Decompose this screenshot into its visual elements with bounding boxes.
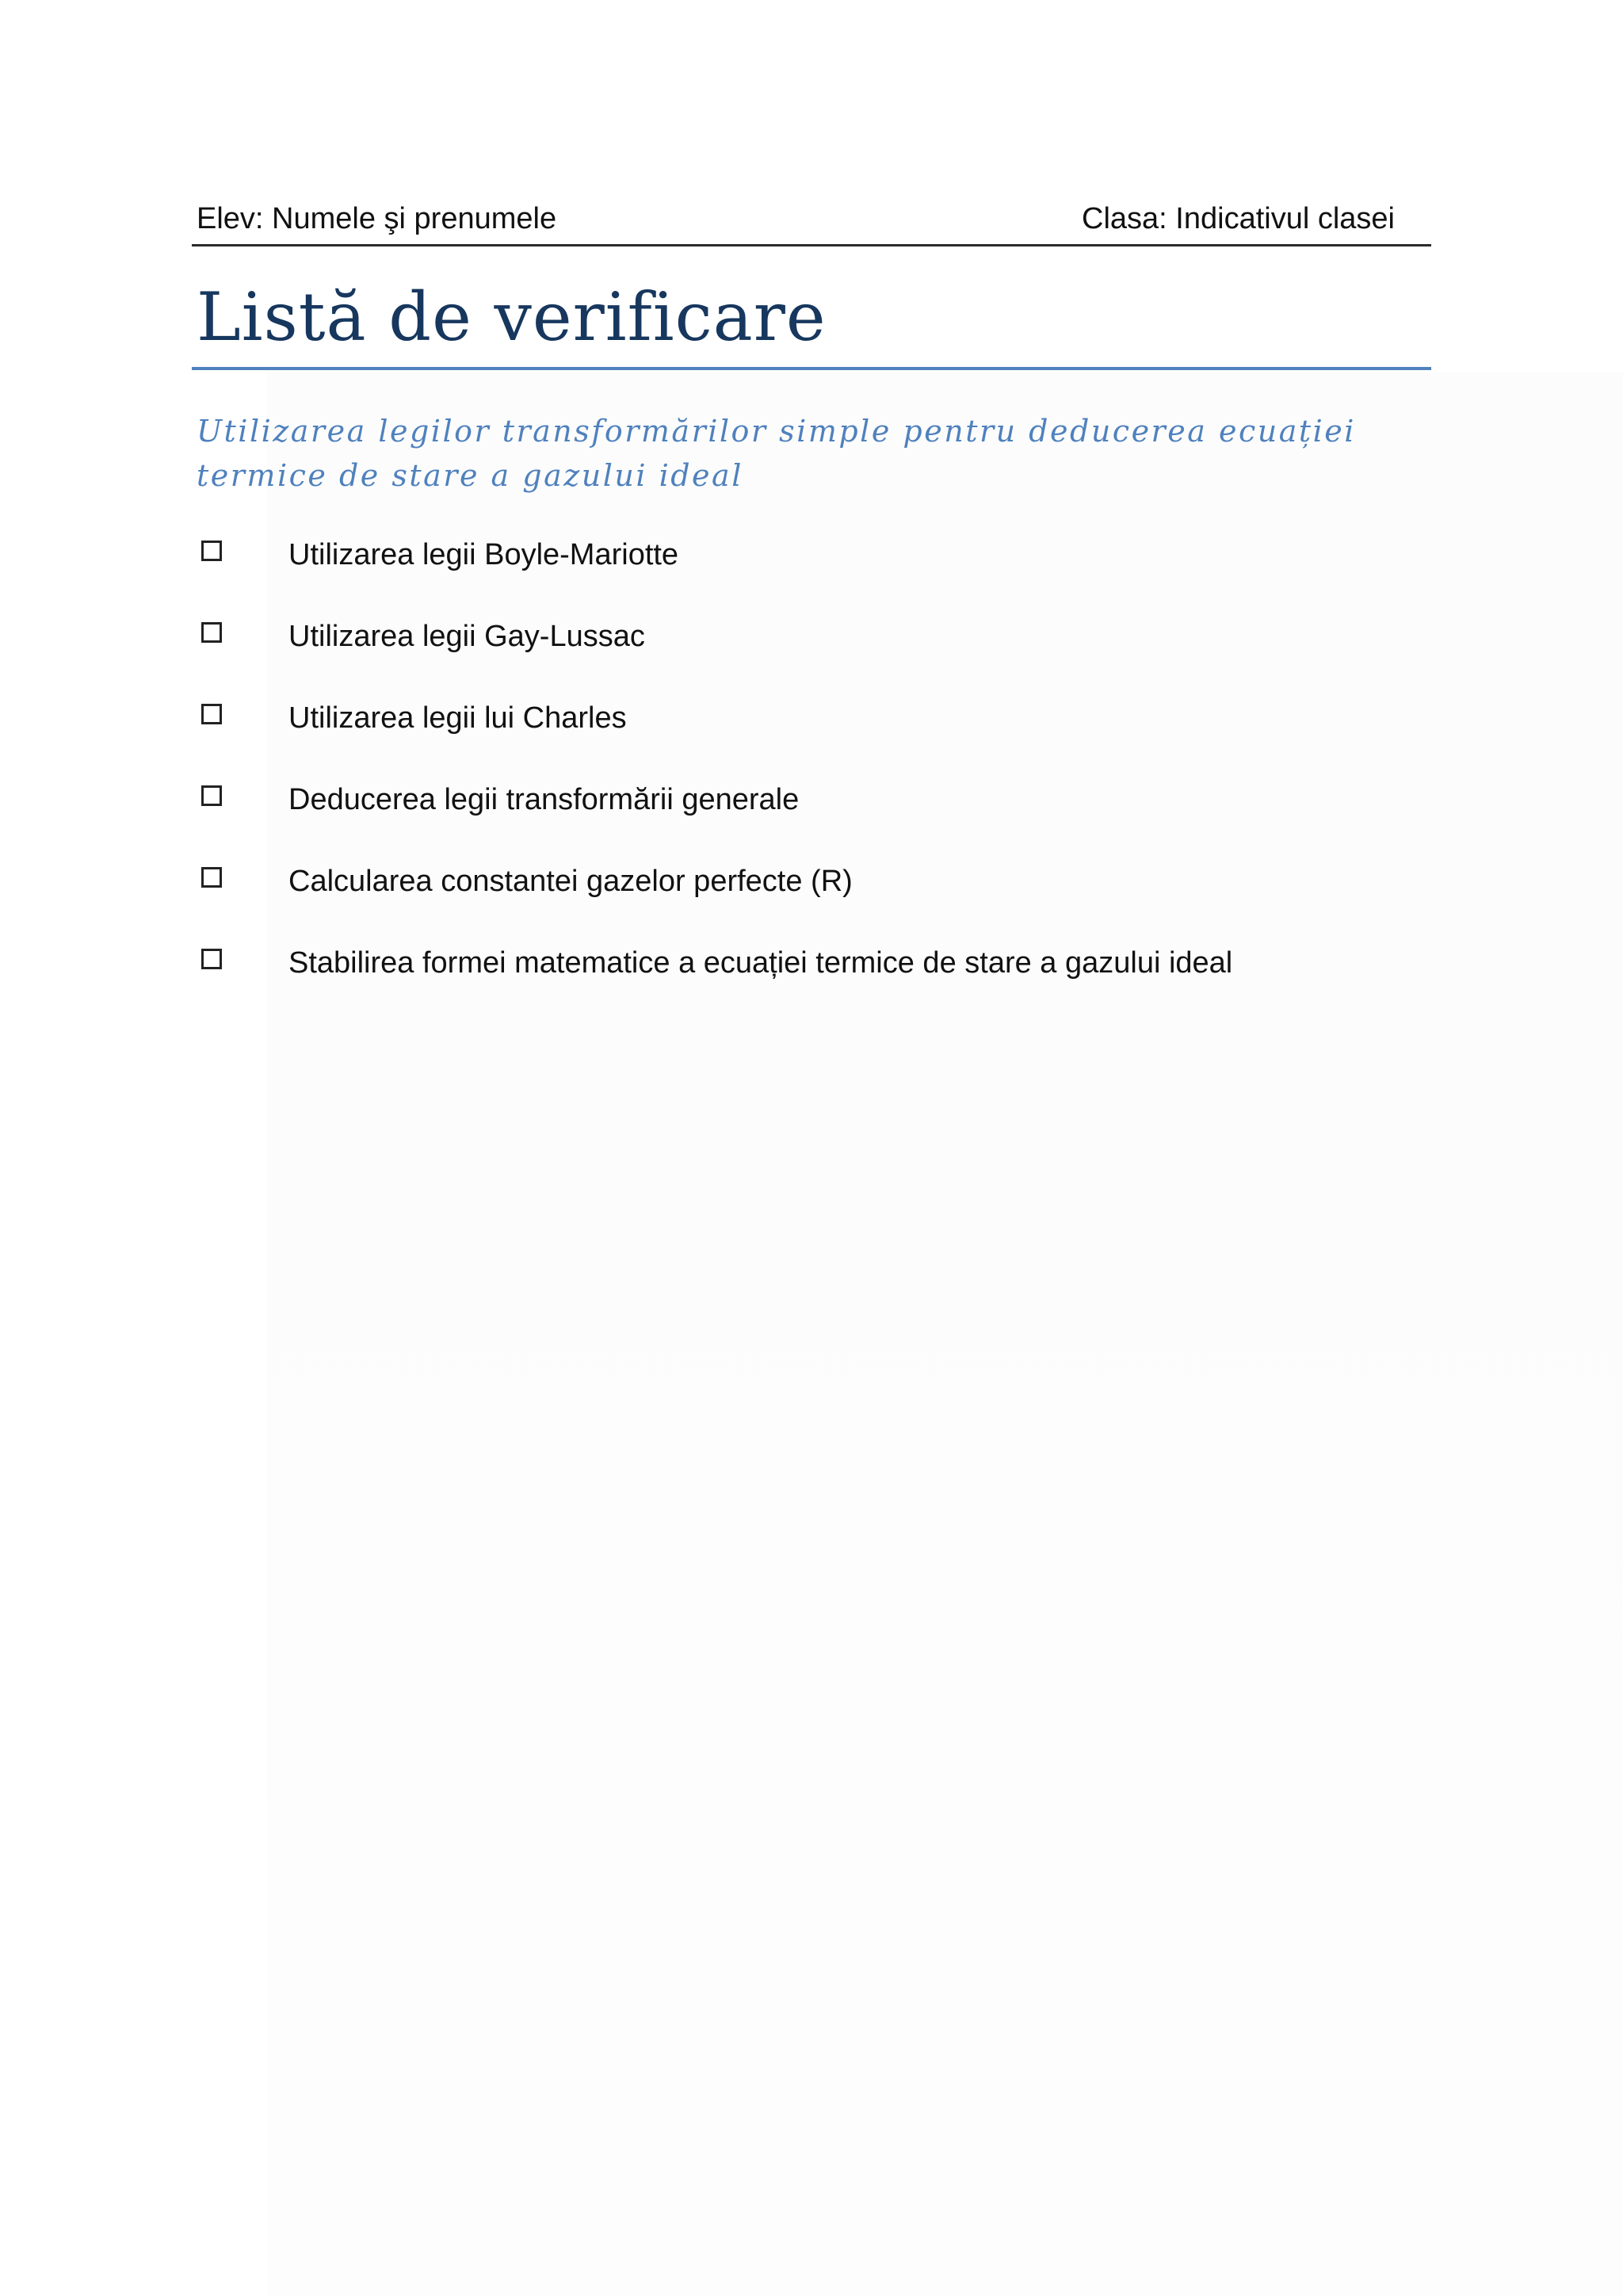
page-subtitle: Utilizarea legilor transformărilor simple pentru deducerea ecuației termice de stare a gazului ideal bbox=[197, 414, 1356, 493]
checklist-item-label: Utilizarea legii Boyle-Mariotte bbox=[288, 538, 679, 571]
class-field: Clasa: Indicativul clasei bbox=[1082, 202, 1395, 235]
header-divider bbox=[192, 244, 1431, 246]
page-title: Listă de verificare bbox=[197, 278, 827, 356]
checklist-item-label: Stabilirea formei matematice a ecuației termice de stare a gazului ideal bbox=[288, 946, 1233, 980]
checkbox[interactable] bbox=[201, 704, 222, 724]
checklist-item-label: Utilizarea legii Gay-Lussac bbox=[288, 620, 645, 653]
checkbox[interactable] bbox=[201, 785, 222, 806]
checklist-item-label: Utilizarea legii lui Charles bbox=[288, 701, 627, 735]
checkbox[interactable] bbox=[201, 541, 222, 561]
checklist-item bbox=[197, 614, 1433, 696]
checklist-item-label: Calcularea constantei gazelor perfecte (R) bbox=[288, 865, 853, 898]
checklist-item bbox=[197, 941, 1433, 1022]
checklist bbox=[197, 533, 1433, 1022]
checkbox[interactable] bbox=[201, 622, 222, 643]
checkbox[interactable] bbox=[201, 949, 222, 969]
checklist-item bbox=[197, 859, 1433, 941]
checklist-item bbox=[197, 777, 1433, 859]
checklist-item-label: Deducerea legii transformării generale bbox=[288, 783, 800, 816]
checkbox[interactable] bbox=[201, 867, 222, 888]
student-name-field: Elev: Numele şi prenumele bbox=[197, 202, 557, 235]
title-divider bbox=[192, 367, 1431, 370]
checklist-item bbox=[197, 533, 1433, 614]
page-header bbox=[197, 197, 1395, 241]
checklist-item bbox=[197, 696, 1433, 777]
